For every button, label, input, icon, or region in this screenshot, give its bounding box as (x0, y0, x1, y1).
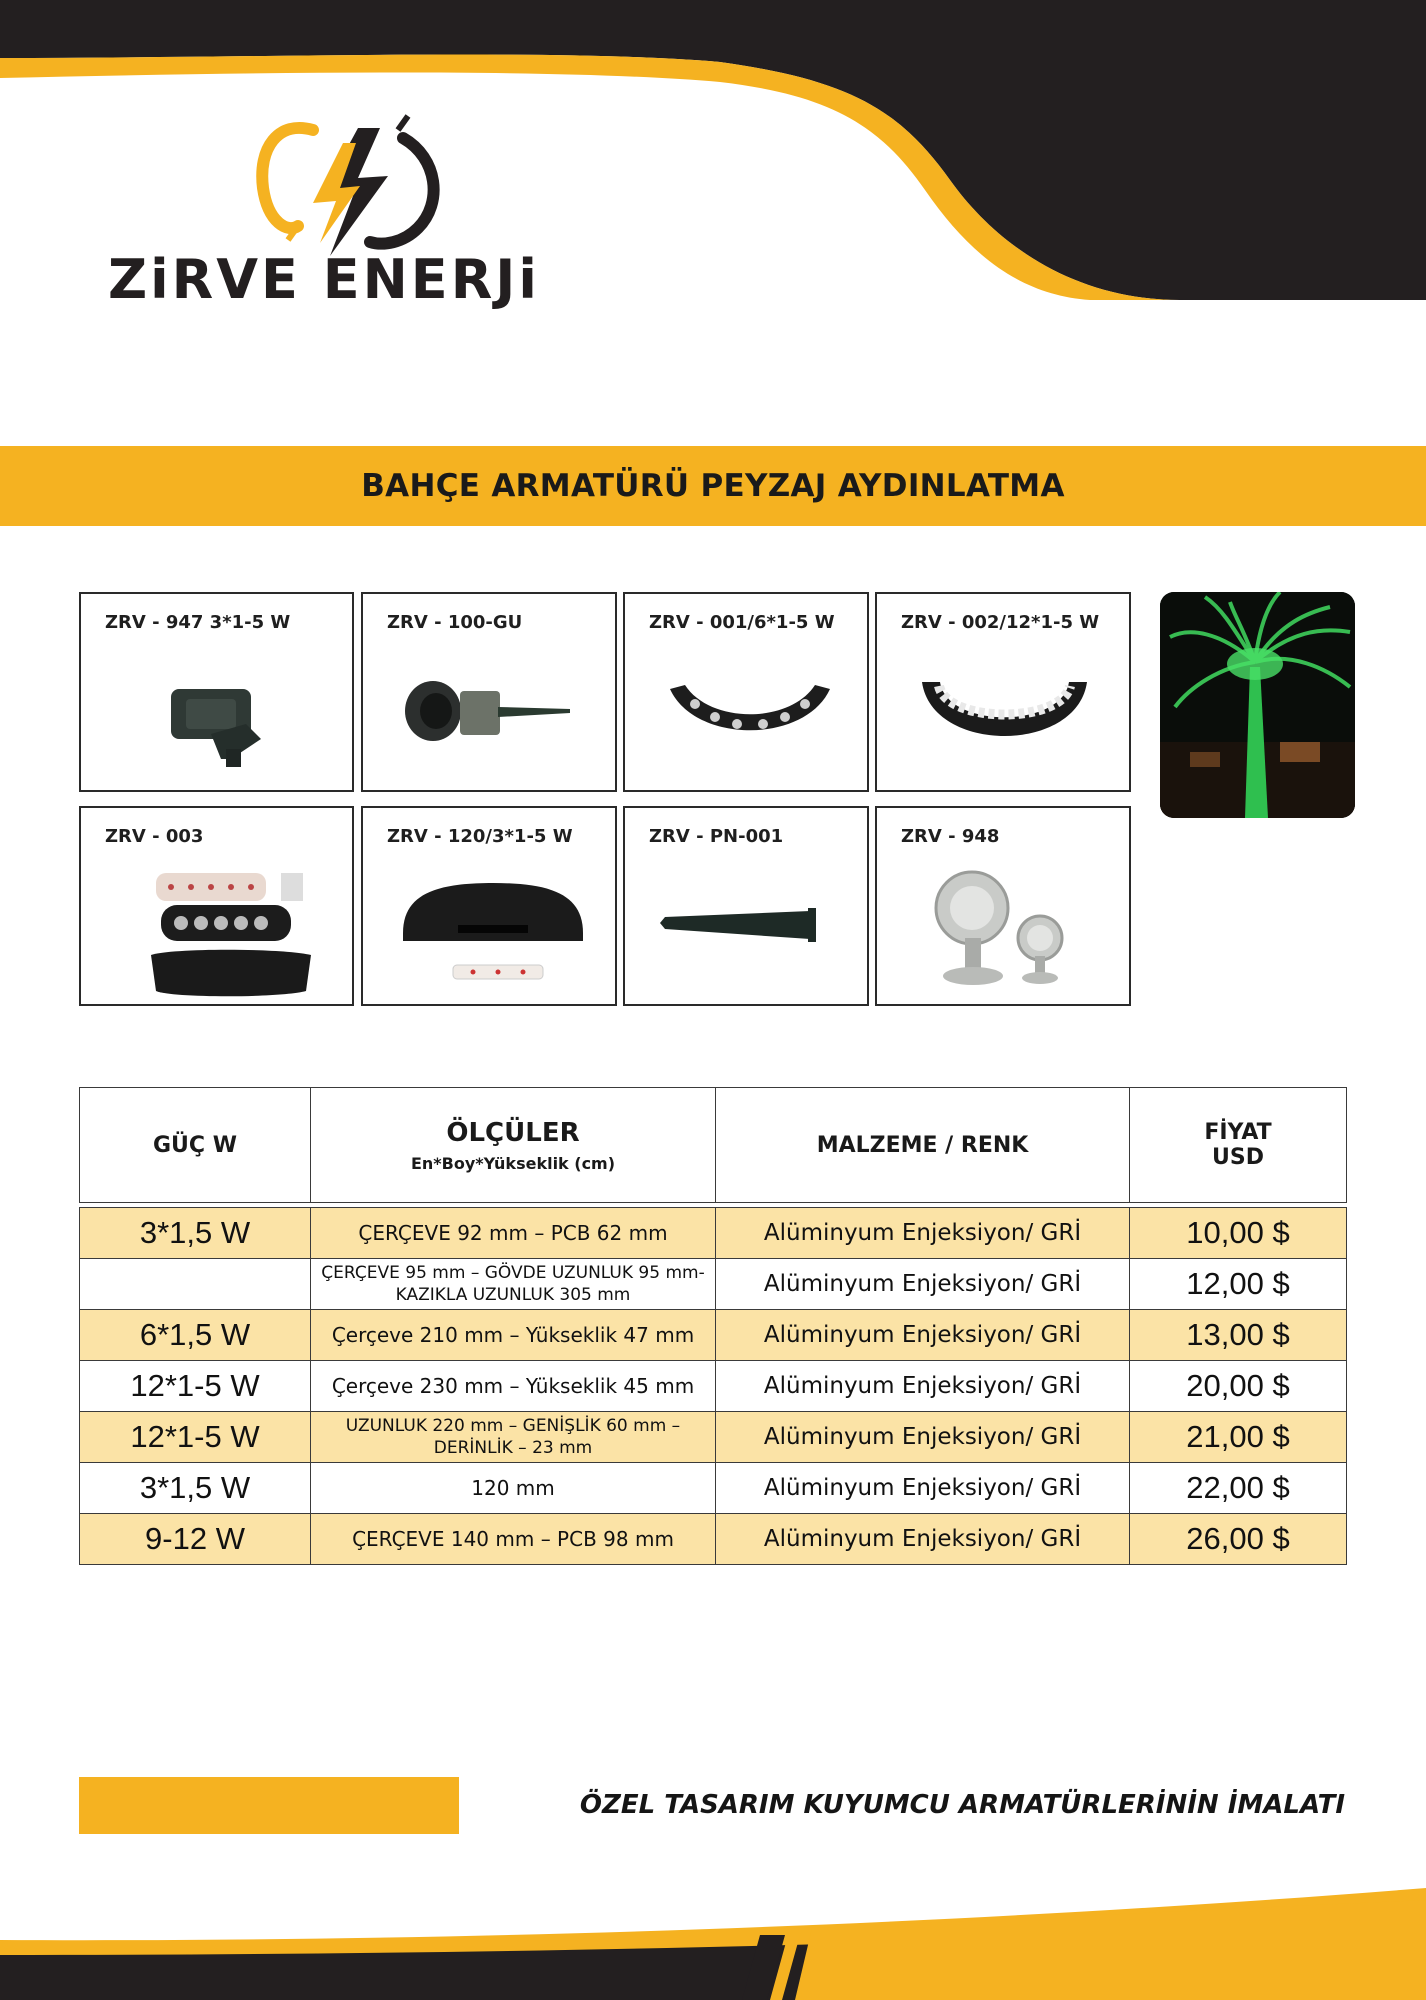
cell-material: Alüminyum Enjeksiyon/ GRİ (716, 1412, 1130, 1463)
product-code: ZRV - 100-GU (387, 612, 523, 633)
palm-tree-photo (1160, 592, 1355, 818)
cell-price: 20,00 $ (1130, 1361, 1347, 1412)
cell-power (80, 1259, 311, 1310)
table-row (80, 1310, 1347, 1361)
spotlight-fixture-image (151, 664, 291, 774)
cell-material: Alüminyum Enjeksiyon/ GRİ (716, 1208, 1130, 1259)
page-title: BAHÇE ARMATÜRÜ PEYZAJ AYDINLATMA (361, 468, 1065, 504)
product-code: ZRV - 947 3*1-5 W (105, 612, 291, 633)
cell-price: 13,00 $ (1130, 1310, 1347, 1361)
product-code: ZRV - PN-001 (649, 826, 784, 847)
brand-name: ZiRVE ENERJi (108, 248, 540, 311)
product-card (623, 806, 869, 1006)
cell-dimensions: UZUNLUK 220 mm – GENİŞLİK 60 mm – DERİNLİK – 23 mm (311, 1412, 716, 1463)
product-code: ZRV - 001/6*1-5 W (649, 612, 835, 633)
table-row (80, 1412, 1347, 1463)
header-dimensions-sub: En*Boy*Yükseklik (cm) (410, 1153, 616, 1173)
cell-power: 9-12 W (80, 1514, 311, 1565)
footer-decoration (0, 1880, 1426, 2000)
table-row (80, 1361, 1347, 1412)
header-power: GÜÇ W (80, 1088, 311, 1203)
product-card (79, 806, 354, 1006)
footer-tagline: ÖZEL TASARIM KUYUMCU ARMATÜRLERİNİN İMALATI (579, 1790, 1345, 1820)
cell-price: 10,00 $ (1130, 1208, 1347, 1259)
ground-spike-image (660, 903, 840, 953)
table-row (80, 1208, 1347, 1259)
product-code: ZRV - 002/12*1-5 W (901, 612, 1100, 633)
cell-dimensions: 120 mm (311, 1463, 716, 1514)
cell-material: Alüminyum Enjeksiyon/ GRİ (716, 1463, 1130, 1514)
header-dimensions: ÖLÇÜLER En*Boy*Yükseklik (cm) (311, 1088, 716, 1203)
header-price: FİYAT USD (1130, 1088, 1347, 1203)
product-card (79, 592, 354, 792)
arc-led-light-image (665, 679, 835, 759)
footer-accent-bar (79, 1777, 459, 1834)
cell-power: 12*1-5 W (80, 1412, 311, 1463)
header-material: MALZEME / RENK (716, 1088, 1130, 1203)
cell-material: Alüminyum Enjeksiyon/ GRİ (716, 1361, 1130, 1412)
cell-material: Alüminyum Enjeksiyon/ GRİ (716, 1310, 1130, 1361)
cell-material: Alüminyum Enjeksiyon/ GRİ (716, 1259, 1130, 1310)
title-band (0, 446, 1426, 526)
led-module-parts-image (111, 863, 341, 1003)
curved-led-bar-image (917, 674, 1092, 764)
cell-dimensions: ÇERÇEVE 140 mm – PCB 98 mm (311, 1514, 716, 1565)
cell-price: 21,00 $ (1130, 1412, 1347, 1463)
product-card (623, 592, 869, 792)
table-row (80, 1514, 1347, 1565)
dome-step-light-image (398, 873, 588, 993)
cell-dimensions: Çerçeve 210 mm – Yükseklik 47 mm (311, 1310, 716, 1361)
table-header-row (80, 1088, 1347, 1203)
product-card (875, 592, 1131, 792)
cell-dimensions: ÇERÇEVE 92 mm – PCB 62 mm (311, 1208, 716, 1259)
product-card (361, 592, 617, 792)
product-code: ZRV - 948 (901, 826, 1000, 847)
cell-price: 12,00 $ (1130, 1259, 1347, 1310)
product-card (875, 806, 1131, 1006)
cell-power: 12*1-5 W (80, 1361, 311, 1412)
cell-price: 26,00 $ (1130, 1514, 1347, 1565)
product-code: ZRV - 120/3*1-5 W (387, 826, 573, 847)
product-code: ZRV - 003 (105, 826, 204, 847)
cell-dimensions: Çerçeve 230 mm – Yükseklik 45 mm (311, 1361, 716, 1412)
price-table (79, 1087, 1347, 1565)
table-row (80, 1259, 1347, 1310)
cell-material: Alüminyum Enjeksiyon/ GRİ (716, 1514, 1130, 1565)
spot-lights-pair-image (917, 868, 1087, 998)
cell-price: 22,00 $ (1130, 1463, 1347, 1514)
palm-tree-illustration (1160, 592, 1355, 818)
product-card (361, 806, 617, 1006)
table-row (80, 1463, 1347, 1514)
cell-power: 3*1,5 W (80, 1208, 311, 1259)
ground-spike-light-image (398, 669, 598, 759)
cell-power: 6*1,5 W (80, 1310, 311, 1361)
cell-power: 3*1,5 W (80, 1463, 311, 1514)
cell-dimensions: ÇERÇEVE 95 mm – GÖVDE UZUNLUK 95 mm-KAZIKLA UZUNLUK 305 mm (311, 1259, 716, 1310)
